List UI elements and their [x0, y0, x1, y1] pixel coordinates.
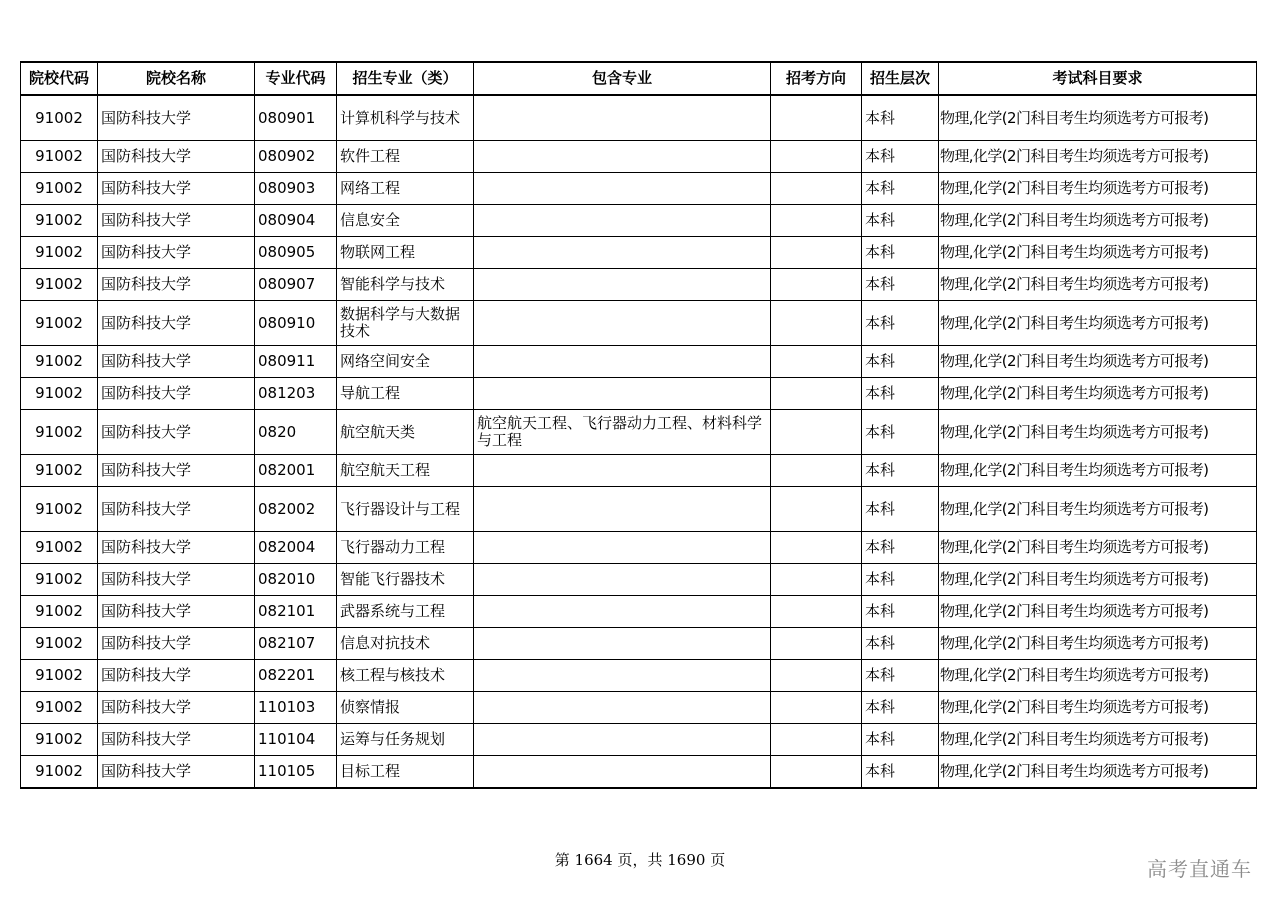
cell-major-code: 082004 [255, 532, 337, 564]
table-row [21, 95, 1257, 141]
cell-major: 飞行器设计与工程 [337, 487, 474, 532]
cell-school-code: 91002 [21, 596, 98, 628]
cell-school-code: 91002 [21, 141, 98, 173]
table-row [21, 628, 1257, 660]
cell-direction [771, 346, 862, 378]
cell-included-majors [474, 487, 771, 532]
table-row [21, 410, 1257, 455]
cell-direction [771, 756, 862, 789]
cell-school-name: 国防科技大学 [98, 660, 255, 692]
cell-included-majors [474, 173, 771, 205]
cell-school-name: 国防科技大学 [98, 724, 255, 756]
cell-school-code: 91002 [21, 410, 98, 455]
cell-included-majors [474, 269, 771, 301]
table-row [21, 237, 1257, 269]
cell-major-code: 0820 [255, 410, 337, 455]
cell-school-name: 国防科技大学 [98, 628, 255, 660]
cell-subject-requirement: 物理,化学(2门科目考生均须选考方可报考) [939, 95, 1257, 141]
cell-direction [771, 378, 862, 410]
cell-school-code: 91002 [21, 378, 98, 410]
cell-level: 本科 [862, 173, 939, 205]
cell-major-code: 082002 [255, 487, 337, 532]
cell-direction [771, 237, 862, 269]
cell-school-name: 国防科技大学 [98, 410, 255, 455]
cell-school-code: 91002 [21, 487, 98, 532]
cell-subject-requirement: 物理,化学(2门科目考生均须选考方可报考) [939, 205, 1257, 237]
cell-level: 本科 [862, 346, 939, 378]
cell-direction [771, 455, 862, 487]
cell-major: 网络空间安全 [337, 346, 474, 378]
cell-subject-requirement: 物理,化学(2门科目考生均须选考方可报考) [939, 301, 1257, 346]
cell-level: 本科 [862, 455, 939, 487]
cell-included-majors [474, 346, 771, 378]
header-school-name: 院校名称 [98, 62, 255, 95]
cell-school-name: 国防科技大学 [98, 237, 255, 269]
cell-level: 本科 [862, 724, 939, 756]
table-row [21, 756, 1257, 789]
cell-major: 目标工程 [337, 756, 474, 789]
cell-school-name: 国防科技大学 [98, 564, 255, 596]
cell-school-code: 91002 [21, 269, 98, 301]
table-row [21, 141, 1257, 173]
cell-school-name: 国防科技大学 [98, 756, 255, 789]
cell-school-name: 国防科技大学 [98, 455, 255, 487]
cell-subject-requirement: 物理,化学(2门科目考生均须选考方可报考) [939, 378, 1257, 410]
cell-major: 核工程与核技术 [337, 660, 474, 692]
cell-direction [771, 173, 862, 205]
table-row [21, 487, 1257, 532]
cell-school-code: 91002 [21, 301, 98, 346]
cell-school-code: 91002 [21, 724, 98, 756]
cell-level: 本科 [862, 660, 939, 692]
cell-direction [771, 596, 862, 628]
cell-level: 本科 [862, 301, 939, 346]
table-row [21, 724, 1257, 756]
cell-school-name: 国防科技大学 [98, 596, 255, 628]
table-row [21, 173, 1257, 205]
cell-school-code: 91002 [21, 660, 98, 692]
cell-school-name: 国防科技大学 [98, 532, 255, 564]
cell-included-majors [474, 205, 771, 237]
cell-school-name: 国防科技大学 [98, 95, 255, 141]
cell-direction [771, 301, 862, 346]
cell-level: 本科 [862, 564, 939, 596]
cell-school-code: 91002 [21, 95, 98, 141]
cell-level: 本科 [862, 692, 939, 724]
header-school-code: 院校代码 [21, 62, 98, 95]
cell-level: 本科 [862, 237, 939, 269]
cell-school-name: 国防科技大学 [98, 346, 255, 378]
cell-subject-requirement: 物理,化学(2门科目考生均须选考方可报考) [939, 455, 1257, 487]
cell-subject-requirement: 物理,化学(2门科目考生均须选考方可报考) [939, 692, 1257, 724]
cell-subject-requirement: 物理,化学(2门科目考生均须选考方可报考) [939, 346, 1257, 378]
cell-level: 本科 [862, 378, 939, 410]
cell-subject-requirement: 物理,化学(2门科目考生均须选考方可报考) [939, 532, 1257, 564]
cell-major: 导航工程 [337, 378, 474, 410]
cell-school-code: 91002 [21, 692, 98, 724]
cell-major: 航空航天类 [337, 410, 474, 455]
cell-level: 本科 [862, 95, 939, 141]
cell-major-code: 082201 [255, 660, 337, 692]
cell-level: 本科 [862, 756, 939, 789]
cell-school-code: 91002 [21, 628, 98, 660]
cell-level: 本科 [862, 410, 939, 455]
cell-subject-requirement: 物理,化学(2门科目考生均须选考方可报考) [939, 269, 1257, 301]
cell-major-code: 110104 [255, 724, 337, 756]
cell-major-code: 080901 [255, 95, 337, 141]
cell-direction [771, 692, 862, 724]
cell-school-name: 国防科技大学 [98, 487, 255, 532]
cell-level: 本科 [862, 628, 939, 660]
cell-school-name: 国防科技大学 [98, 173, 255, 205]
table-row [21, 564, 1257, 596]
cell-school-name: 国防科技大学 [98, 301, 255, 346]
cell-major-code: 080911 [255, 346, 337, 378]
header-included-majors: 包含专业 [474, 62, 771, 95]
cell-major-code: 080910 [255, 301, 337, 346]
cell-level: 本科 [862, 269, 939, 301]
cell-major-code: 081203 [255, 378, 337, 410]
cell-major: 信息对抗技术 [337, 628, 474, 660]
table-header-row [21, 62, 1257, 95]
cell-direction [771, 269, 862, 301]
cell-subject-requirement: 物理,化学(2门科目考生均须选考方可报考) [939, 660, 1257, 692]
cell-school-code: 91002 [21, 173, 98, 205]
cell-included-majors [474, 455, 771, 487]
cell-subject-requirement: 物理,化学(2门科目考生均须选考方可报考) [939, 141, 1257, 173]
cell-school-code: 91002 [21, 455, 98, 487]
cell-subject-requirement: 物理,化学(2门科目考生均须选考方可报考) [939, 628, 1257, 660]
cell-level: 本科 [862, 596, 939, 628]
cell-major-code: 082001 [255, 455, 337, 487]
cell-school-name: 国防科技大学 [98, 378, 255, 410]
table-row [21, 660, 1257, 692]
cell-subject-requirement: 物理,化学(2门科目考生均须选考方可报考) [939, 173, 1257, 205]
cell-major: 航空航天工程 [337, 455, 474, 487]
cell-included-majors [474, 628, 771, 660]
header-direction: 招考方向 [771, 62, 862, 95]
cell-included-majors [474, 301, 771, 346]
cell-direction [771, 532, 862, 564]
cell-school-name: 国防科技大学 [98, 205, 255, 237]
cell-direction [771, 141, 862, 173]
cell-included-majors [474, 532, 771, 564]
header-major-code: 专业代码 [255, 62, 337, 95]
cell-major-code: 080904 [255, 205, 337, 237]
cell-included-majors [474, 692, 771, 724]
table-row [21, 205, 1257, 237]
cell-major: 侦察情报 [337, 692, 474, 724]
header-subject-requirement: 考试科目要求 [939, 62, 1257, 95]
cell-school-code: 91002 [21, 346, 98, 378]
cell-subject-requirement: 物理,化学(2门科目考生均须选考方可报考) [939, 487, 1257, 532]
cell-level: 本科 [862, 487, 939, 532]
cell-major: 软件工程 [337, 141, 474, 173]
cell-level: 本科 [862, 141, 939, 173]
table-row [21, 346, 1257, 378]
cell-included-majors [474, 237, 771, 269]
cell-major-code: 080905 [255, 237, 337, 269]
cell-included-majors [474, 95, 771, 141]
cell-included-majors [474, 660, 771, 692]
cell-school-code: 91002 [21, 756, 98, 789]
table-row [21, 532, 1257, 564]
cell-included-majors [474, 596, 771, 628]
cell-school-code: 91002 [21, 564, 98, 596]
table-body [21, 95, 1257, 788]
table-row [21, 301, 1257, 346]
cell-major: 计算机科学与技术 [337, 95, 474, 141]
cell-subject-requirement: 物理,化学(2门科目考生均须选考方可报考) [939, 564, 1257, 596]
cell-included-majors [474, 141, 771, 173]
cell-major: 武器系统与工程 [337, 596, 474, 628]
cell-major-code: 110105 [255, 756, 337, 789]
cell-subject-requirement: 物理,化学(2门科目考生均须选考方可报考) [939, 724, 1257, 756]
cell-major: 运筹与任务规划 [337, 724, 474, 756]
header-level: 招生层次 [862, 62, 939, 95]
cell-major-code: 080903 [255, 173, 337, 205]
table-row [21, 269, 1257, 301]
cell-major-code: 080907 [255, 269, 337, 301]
cell-school-name: 国防科技大学 [98, 692, 255, 724]
cell-major: 网络工程 [337, 173, 474, 205]
cell-subject-requirement: 物理,化学(2门科目考生均须选考方可报考) [939, 237, 1257, 269]
cell-major: 智能飞行器技术 [337, 564, 474, 596]
cell-major-code: 110103 [255, 692, 337, 724]
cell-included-majors [474, 724, 771, 756]
cell-subject-requirement: 物理,化学(2门科目考生均须选考方可报考) [939, 410, 1257, 455]
cell-included-majors [474, 564, 771, 596]
cell-major-code: 080902 [255, 141, 337, 173]
cell-direction [771, 628, 862, 660]
cell-direction [771, 95, 862, 141]
cell-subject-requirement: 物理,化学(2门科目考生均须选考方可报考) [939, 756, 1257, 789]
table-row [21, 455, 1257, 487]
header-major: 招生专业（类） [337, 62, 474, 95]
cell-school-name: 国防科技大学 [98, 269, 255, 301]
cell-school-name: 国防科技大学 [98, 141, 255, 173]
cell-major: 飞行器动力工程 [337, 532, 474, 564]
cell-direction [771, 564, 862, 596]
cell-major-code: 082101 [255, 596, 337, 628]
page-number: 第 1664 页，共 1690 页 [554, 851, 726, 869]
cell-school-code: 91002 [21, 532, 98, 564]
cell-included-majors [474, 378, 771, 410]
cell-included-majors: 航空航天工程、飞行器动力工程、材料科学与工程 [474, 410, 771, 455]
cell-major-code: 082107 [255, 628, 337, 660]
cell-direction [771, 410, 862, 455]
cell-included-majors [474, 756, 771, 789]
cell-direction [771, 487, 862, 532]
cell-direction [771, 205, 862, 237]
cell-major: 智能科学与技术 [337, 269, 474, 301]
watermark-logo: 高考直通车 [1147, 857, 1252, 881]
cell-school-code: 91002 [21, 205, 98, 237]
table-row [21, 692, 1257, 724]
cell-subject-requirement: 物理,化学(2门科目考生均须选考方可报考) [939, 596, 1257, 628]
table-row [21, 596, 1257, 628]
admission-table [20, 61, 1257, 789]
cell-major: 数据科学与大数据技术 [337, 301, 474, 346]
cell-direction [771, 660, 862, 692]
cell-school-code: 91002 [21, 237, 98, 269]
cell-direction [771, 724, 862, 756]
cell-level: 本科 [862, 532, 939, 564]
cell-level: 本科 [862, 205, 939, 237]
cell-major: 信息安全 [337, 205, 474, 237]
cell-major-code: 082010 [255, 564, 337, 596]
table-row [21, 378, 1257, 410]
cell-major: 物联网工程 [337, 237, 474, 269]
